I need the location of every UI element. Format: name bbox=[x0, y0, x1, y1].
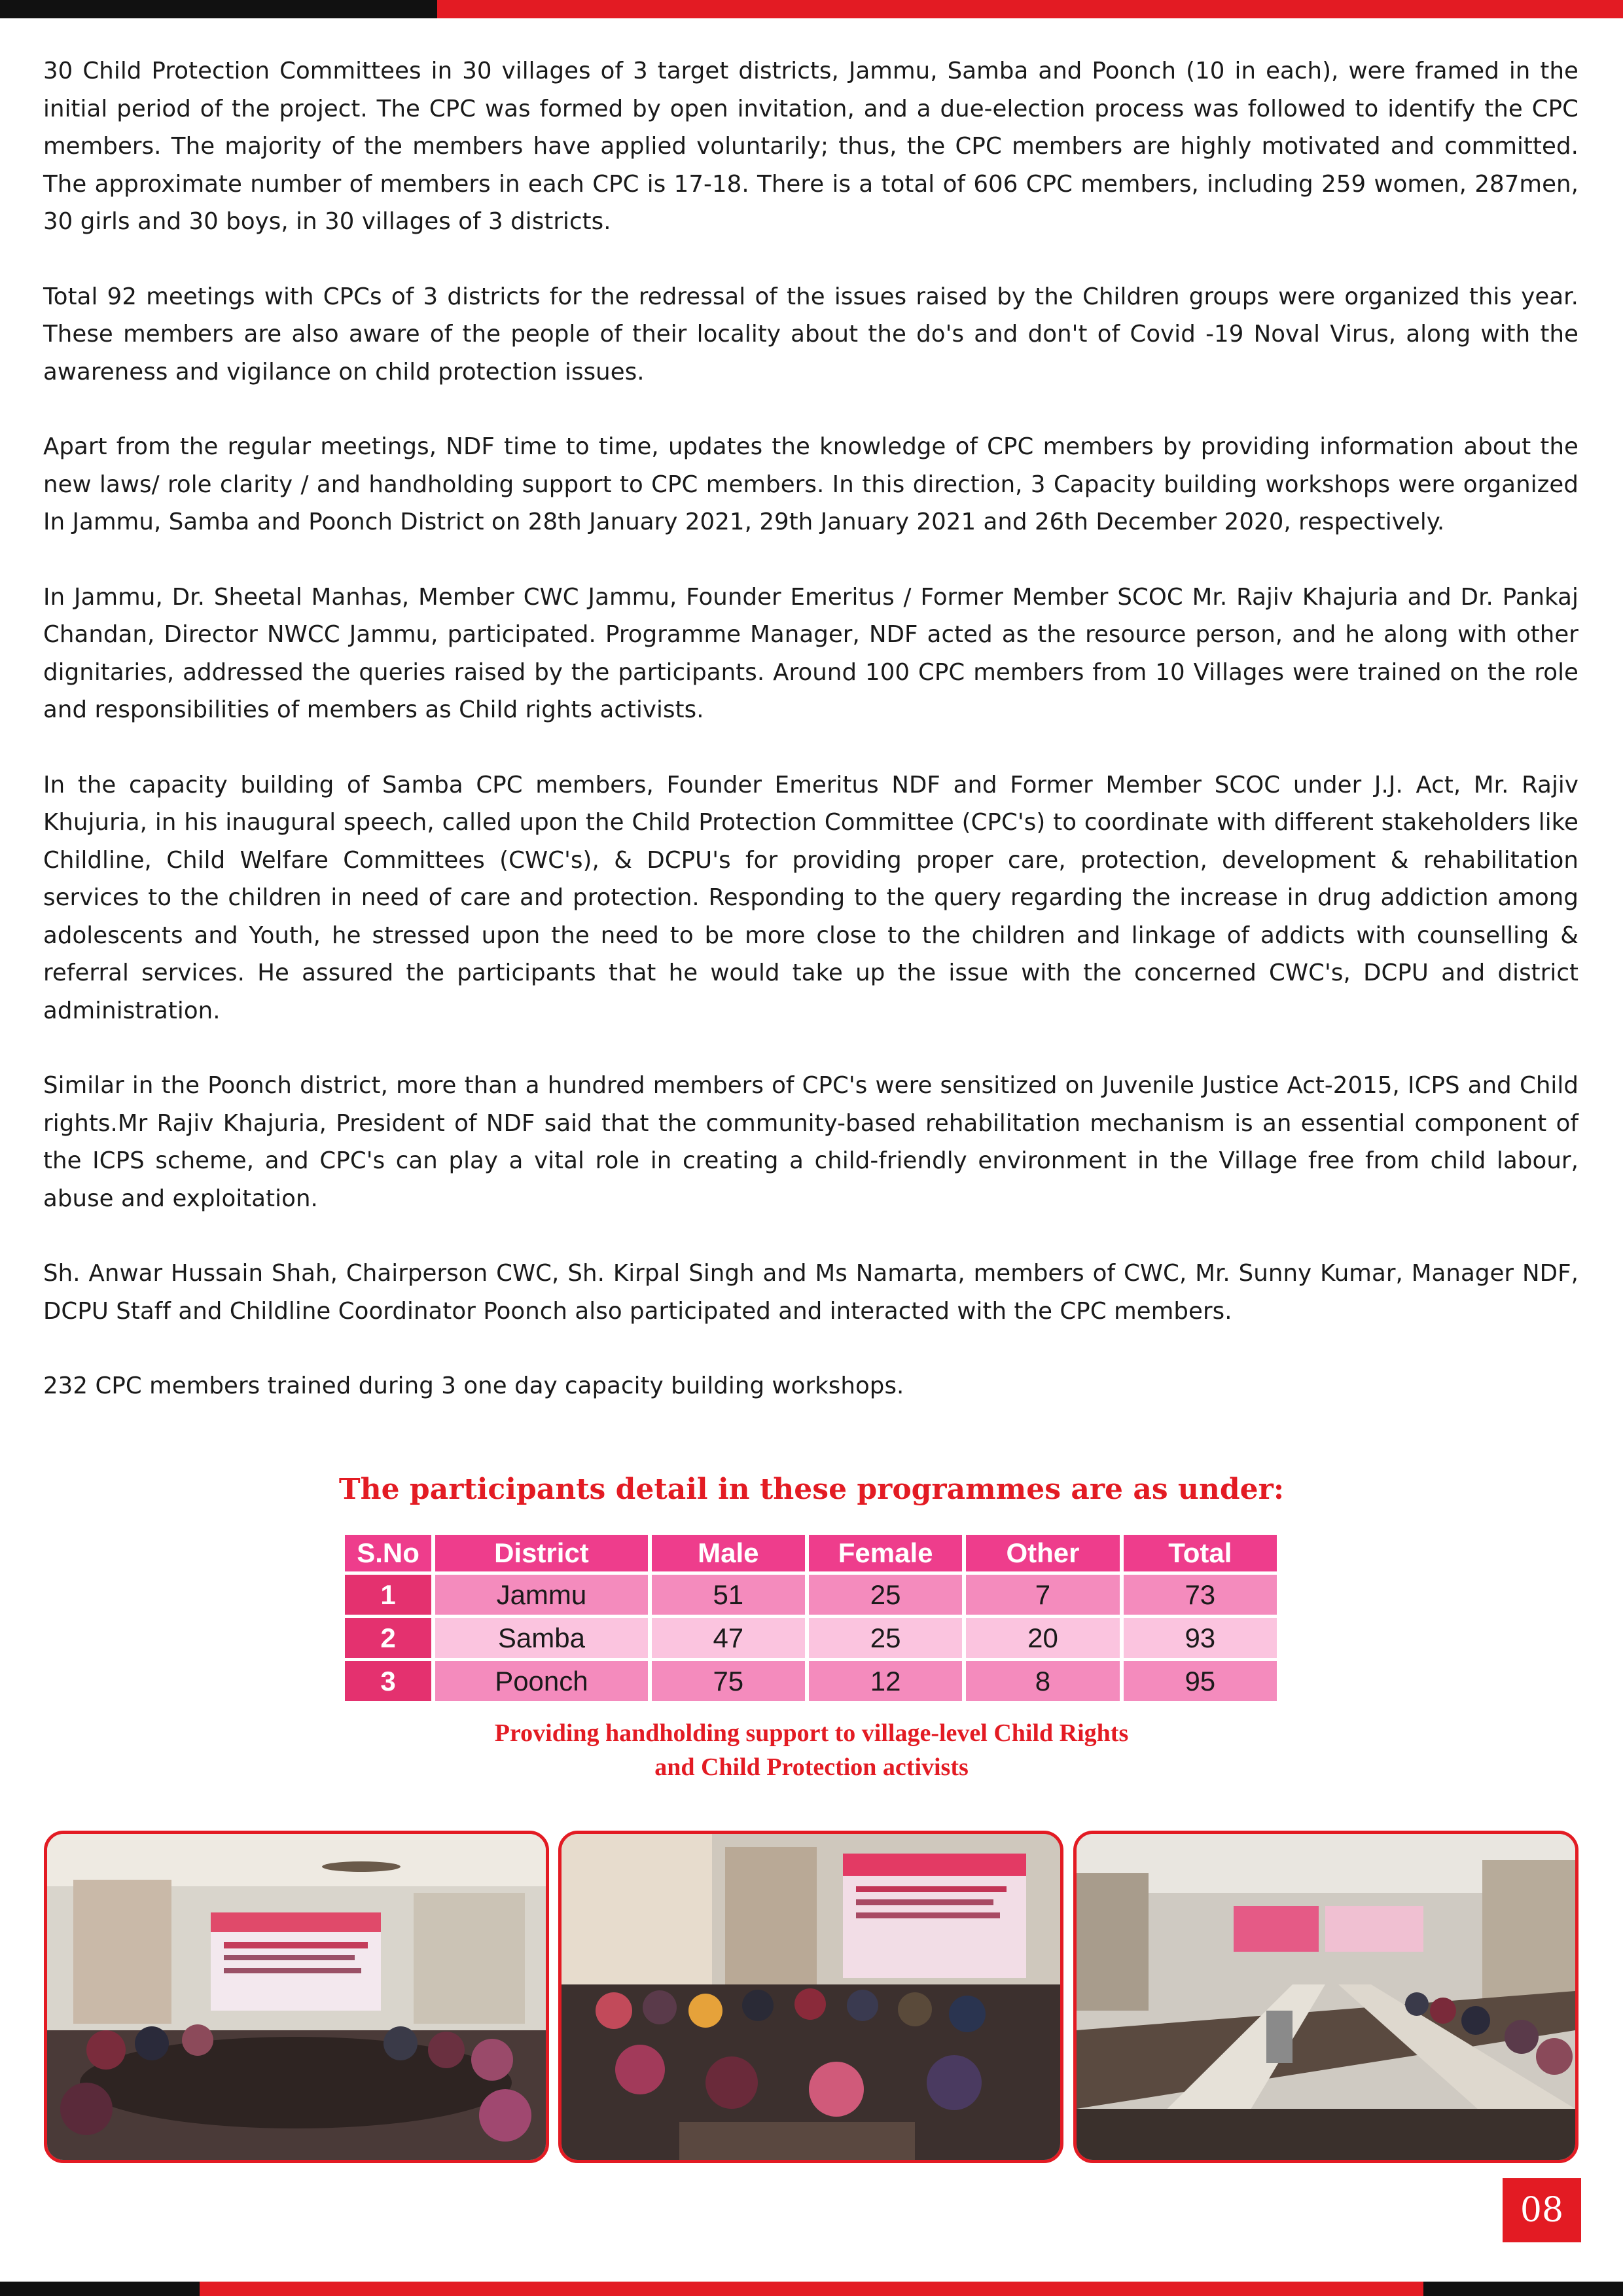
caption-line-1: Providing handholding support to village-level Child Rights bbox=[494, 1719, 1129, 1747]
table-title: The participants detail in these programmes are as under: bbox=[338, 1473, 1285, 1506]
header-district: District bbox=[435, 1535, 647, 1571]
page-number: 08 bbox=[1503, 2178, 1581, 2242]
paragraph-jammu-workshop: In Jammu, Dr. Sheetal Manhas, Member CWC Jammu, Founder Emeritus / Former Member SCOC Mr. Rajiv Khajuria and Dr. Pankaj Chandan, Director NWCC Jammu, participated. Programme Manager, NDF acted as the resource person, and he along with other dignitaries, addressed the queries raised by the participants. Around 100 CPC members from 10 Villages were trained on the role and responsibilities of members as Child rights activists. bbox=[43, 583, 1578, 723]
workshop-photo-image bbox=[47, 1834, 546, 2160]
body-text bbox=[43, 52, 1578, 1443]
cell-total: 93 bbox=[1124, 1618, 1277, 1658]
workshop-photo-poonch bbox=[1073, 1831, 1578, 2163]
paragraph-cpc-meetings: Total 92 meetings with CPCs of 3 districts for the redressal of the issues raised by the Children groups were organized this year. These members are also aware of the people of their locality about the do's and don't of Covid -19 Noval Virus, along with the awareness and vigilance on child protection issues. bbox=[43, 283, 1578, 386]
cell-total: 95 bbox=[1124, 1661, 1277, 1701]
cell-female: 12 bbox=[809, 1661, 962, 1701]
cell-total: 73 bbox=[1124, 1575, 1277, 1615]
cell-district: Samba bbox=[435, 1618, 647, 1658]
header-male: Male bbox=[652, 1535, 805, 1571]
bottom-bar-black-left bbox=[0, 2282, 200, 2296]
cell-male: 51 bbox=[652, 1575, 805, 1615]
cell-sno: 2 bbox=[345, 1618, 431, 1658]
header-female: Female bbox=[809, 1535, 962, 1571]
table-row bbox=[345, 1661, 1277, 1701]
paragraph-samba-workshop: In the capacity building of Samba CPC members, Founder Emeritus NDF and Former Member SCOC under J.J. Act, Mr. Rajiv Khujuria, in his inaugural speech, called upon the Child Protection Committee (CPC's) to coordinate with different stakeholders like Childline, Child Welfare Committees (CWC's), & DCPU's for providing proper care, protection, development & rehabilitation services to the children in need of care and protection. Responding to the query regarding the increase in drug addiction among adolescents and Youth, he stressed upon the need to be more close to the children and linkage of addicts with counselling & referral services. He assured the participants that he would take up the issue with the concerned CWC's, DCPU and district administration. bbox=[43, 771, 1578, 1024]
cell-male: 75 bbox=[652, 1661, 805, 1701]
table-row bbox=[345, 1618, 1277, 1658]
top-bar-red bbox=[437, 0, 1623, 18]
header-other: Other bbox=[966, 1535, 1119, 1571]
workshop-photo-image bbox=[1077, 1834, 1575, 2160]
paragraph-cpc-formation: 30 Child Protection Committees in 30 villages of 3 target districts, Jammu, Samba and Poonch (10 in each), were framed in the initial period of the project. The CPC was formed by open invitation, and a due-election process was followed to identify the CPC members. The majority of the members have applied voluntarily; thus, the CPC members are highly motivated and committed. The approximate number of members in each CPC is 17-18. There is a total of 606 CPC members, including 259 women, 287men, 30 girls and 30 boys, in 30 villages of 3 districts. bbox=[43, 58, 1578, 235]
cell-other: 20 bbox=[966, 1618, 1119, 1658]
photo-caption bbox=[0, 1716, 1623, 1784]
cell-male: 47 bbox=[652, 1618, 805, 1658]
cell-sno: 3 bbox=[345, 1661, 431, 1701]
table-row bbox=[345, 1575, 1277, 1615]
workshop-photo-image bbox=[562, 1834, 1060, 2160]
bottom-bar-black-right bbox=[1423, 2282, 1623, 2296]
cell-sno: 1 bbox=[345, 1575, 431, 1615]
paragraph-total-trained: 232 CPC members trained during 3 one day capacity building workshops. bbox=[43, 1372, 904, 1399]
cell-female: 25 bbox=[809, 1575, 962, 1615]
cell-female: 25 bbox=[809, 1618, 962, 1658]
participants-table bbox=[341, 1532, 1281, 1704]
cell-district: Poonch bbox=[435, 1661, 647, 1701]
caption-line-2: and Child Protection activists bbox=[654, 1753, 969, 1781]
cell-other: 7 bbox=[966, 1575, 1119, 1615]
header-total: Total bbox=[1124, 1535, 1277, 1571]
paragraph-capacity-building: Apart from the regular meetings, NDF time to time, updates the knowledge of CPC members by providing information about the new laws/ role clarity / and handholding support to CPC members. In this direction, 3 Capacity building workshops were organized In Jammu, Samba and Poonch District on 28th January 2021, 29th January 2021 and 26th December 2020, respectively. bbox=[43, 433, 1578, 535]
workshop-photo-samba bbox=[558, 1831, 1063, 2163]
workshop-photo-jammu bbox=[44, 1831, 549, 2163]
header-sno: S.No bbox=[345, 1535, 431, 1571]
paragraph-poonch-workshop: Similar in the Poonch district, more than a hundred members of CPC's were sensitized on Juvenile Justice Act-2015, ICPS and Child rights.Mr Rajiv Khajuria, President of NDF said that the community-based rehabilitation mechanism is an essential component of the ICPS scheme, and CPC's can play a vital role in creating a child-friendly environment in the Village free from child labour, abuse and exploitation. bbox=[43, 1072, 1578, 1212]
paragraph-participants: Sh. Anwar Hussain Shah, Chairperson CWC, Sh. Kirpal Singh and Ms Namarta, members of CWC, Mr. Sunny Kumar, Manager NDF, DCPU Staff and Childline Coordinator Poonch also participated and interacted with the CPC members. bbox=[43, 1260, 1578, 1325]
bottom-bar-red bbox=[200, 2282, 1423, 2296]
table-header-row bbox=[345, 1535, 1277, 1571]
top-bar-black bbox=[0, 0, 437, 18]
cell-district: Jammu bbox=[435, 1575, 647, 1615]
cell-other: 8 bbox=[966, 1661, 1119, 1701]
